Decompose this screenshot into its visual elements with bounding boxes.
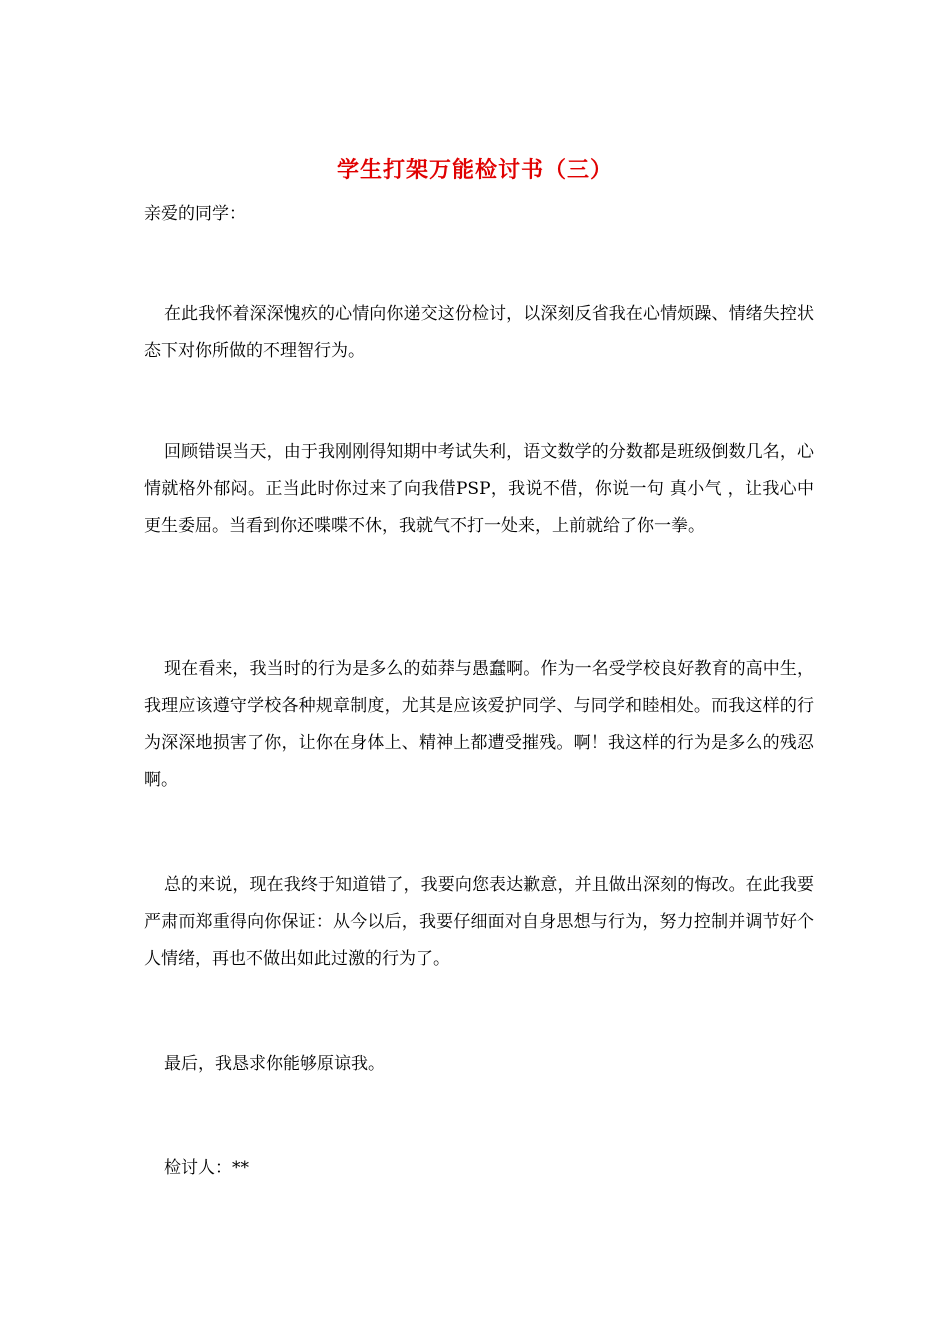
signature-line: 检讨人：** [164,1158,249,1178]
paragraph-recollection: 回顾错误当天，由于我刚刚得知期中考试失利，语文数学的分数都是班级倒数几名，心情就格外郁闷。正当此时你过来了向我借PSP，我说不借，你说一句 真小气 ，让我心中更生委屈。当看到你还喋喋不休，我就气不打一处来，上前就给了你一拳。 [144,442,814,536]
salutation: 亲爱的同学： [144,204,246,224]
document-title: 学生打架万能检讨书（三） [336,157,613,183]
paragraph-intro: 在此我怀着深深愧疚的心情向你递交这份检讨，以深刻反省我在心情烦躁、情绪失控状态下对你所做的不理智行为。 [144,304,814,361]
paragraph-pledge: 总的来说，现在我终于知道错了，我要向您表达歉意，并且做出深刻的悔改。在此我要严肃而郑重得向你保证：从今以后，我要仔细面对自身思想与行为，努力控制并调节好个人情绪，再也不做出如此过激的行为了。 [144,875,814,969]
paragraph-closing: 最后，我恳求你能够原谅我。 [164,1054,385,1074]
paragraph-reflection: 现在看来，我当时的行为是多么的茹莽与愚蠢啊。作为一名受学校良好教育的高中生，我理应该遵守学校各种规章制度，尤其是应该爱护同学、与同学和睦相处。而我这样的行为深深地损害了你，让你在身体上、精神上都遭受摧残。啊！我这样的行为是多么的残忍啊。 [144,659,814,790]
